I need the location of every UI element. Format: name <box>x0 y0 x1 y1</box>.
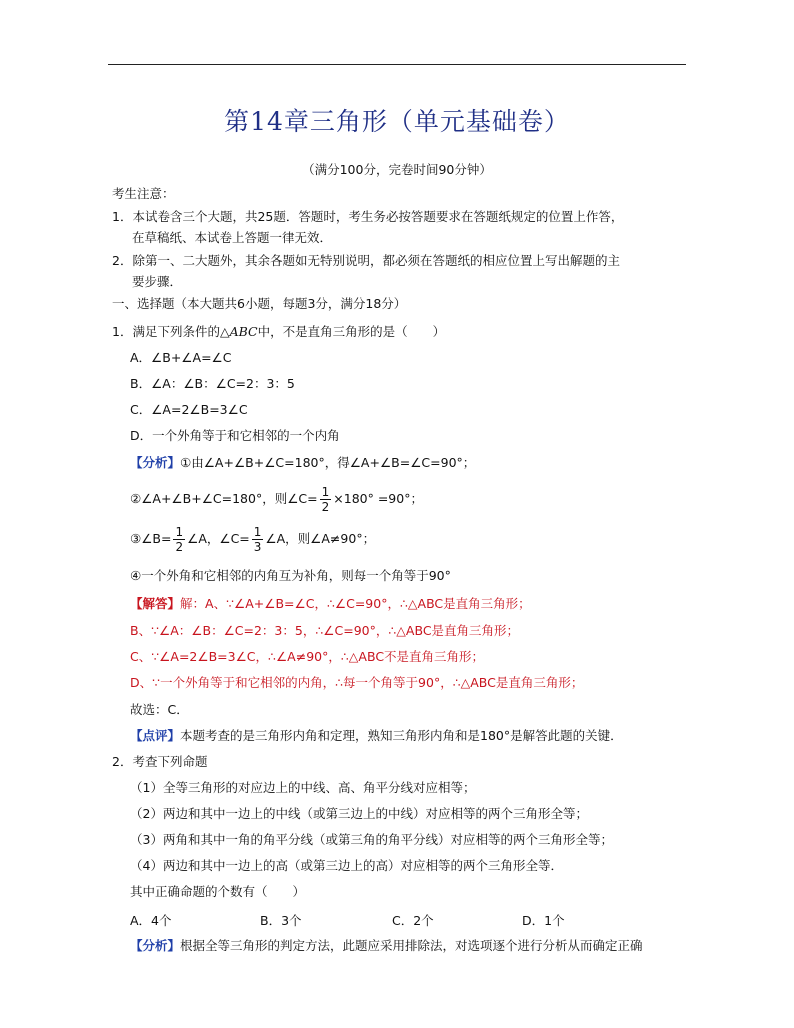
q1-analysis-3 <box>130 524 375 554</box>
q2-proposition-1: （1）全等三角形的对应边上的中线、高、角平分线对应相等； <box>130 780 476 795</box>
q1-stem-pre: 1．满足下列条件的△ <box>112 324 230 339</box>
q2-option-c: C．2个 <box>392 913 434 928</box>
q2-proposition-3: （3）两角和其中一角的角平分线（或第三角的角平分线）对应相等的两个三角形全等； <box>130 832 613 847</box>
header-rule <box>108 64 686 65</box>
comment-tag: 【点评】 <box>130 728 181 743</box>
q1-answer-4: D、∵一个外角等于和它相邻的内角，∴每一个角等于90°，∴△ABC是直角三角形； <box>130 675 584 690</box>
analysis-text-3-mid: ∠A，∠C= <box>187 531 250 546</box>
analysis-text-2-post: ×180° =90°； <box>333 491 423 506</box>
notice-item-2: 2．除第一、二大题外，其余各题如无特别说明，都必须在答题纸的相应位置上写出解题的主 <box>112 253 620 268</box>
answer-tag: 【解答】 <box>130 596 181 611</box>
notice-item-1-cont: 在草稿纸、本试卷上答题一律无效． <box>132 230 333 245</box>
q2-option-b: B．3个 <box>260 913 302 928</box>
fraction-third <box>252 525 264 554</box>
answer-text-1: 解：A、∵∠A+∠B=∠C，∴∠C=90°，∴△ABC是直角三角形； <box>180 596 531 611</box>
fraction-half <box>320 485 332 514</box>
page-subtitle: （满分100分，完卷时间90分钟） <box>302 162 492 177</box>
fraction-numerator: 1 <box>253 525 262 539</box>
q2-option-a: A．4个 <box>130 913 172 928</box>
analysis-text-2-pre: ②∠A+∠B+∠C=180°，则∠C= <box>130 491 318 506</box>
comment-text: 本题考查的是三角形内角和定理，熟知三角形内角和是180°是解答此题的关键． <box>180 728 623 743</box>
q1-stem-post: 中，不是直角三角形的是（ ） <box>257 324 446 339</box>
fraction-numerator: 1 <box>175 525 184 539</box>
q2-question: 其中正确命题的个数有（ ） <box>130 884 306 899</box>
fraction-half <box>173 525 185 554</box>
q2-proposition-4: （4）两边和其中一边上的高（或第三边上的高）对应相等的两个三角形全等． <box>130 858 563 873</box>
q1-stem-abc: ABC <box>229 324 258 339</box>
notice-item-2-cont: 要步骤． <box>132 274 183 289</box>
q1-answer-1 <box>130 596 531 612</box>
q2-analysis <box>130 938 643 954</box>
q1-answer-3: C、∵∠A=2∠B=3∠C，∴∠A≠90°，∴△ABC不是直角三角形； <box>130 649 485 664</box>
notice-heading: 考生注意： <box>112 186 175 201</box>
analysis-text-3-post: ∠A，则∠A≠90°； <box>265 531 376 546</box>
analysis-text-1: ①由∠A+∠B+∠C=180°，得∠A+∠B=∠C=90°； <box>180 455 476 470</box>
question-1-stem <box>112 324 445 340</box>
q1-analysis-4: ④一个外角和它相邻的内角互为补角，则每一个角等于90° <box>130 568 451 583</box>
q1-answer-choice: 故选：C． <box>130 702 189 717</box>
q1-option-d: D．一个外角等于和它相邻的一个内角 <box>130 428 340 443</box>
analysis-tag: 【分析】 <box>130 455 181 470</box>
notice-item-1: 1．本试卷含三个大题，共25题．答题时，考生务必按答题要求在答题纸规定的位置上作答， <box>112 209 624 224</box>
q1-option-a: A．∠B+∠A=∠C <box>130 350 232 365</box>
fraction-denominator: 2 <box>321 500 330 514</box>
q2-option-d: D．1个 <box>522 913 565 928</box>
fraction-denominator: 3 <box>253 540 262 554</box>
q1-analysis-2 <box>130 484 423 514</box>
q1-option-b: B．∠A：∠B：∠C=2：3：5 <box>130 376 295 391</box>
fraction-numerator: 1 <box>321 485 330 499</box>
q1-analysis-1 <box>130 455 475 471</box>
analysis-tag: 【分析】 <box>130 938 181 953</box>
q1-answer-2: B、∵∠A：∠B：∠C=2：3：5，∴∠C=90°，∴△ABC是直角三角形； <box>130 623 520 638</box>
q1-option-c: C．∠A=2∠B=3∠C <box>130 402 248 417</box>
analysis-text: 根据全等三角形的判定方法，此题应采用排除法，对选项逐个进行分析从而确定正确 <box>180 938 643 953</box>
analysis-text-3-pre: ③∠B= <box>130 531 172 546</box>
fraction-denominator: 2 <box>175 540 184 554</box>
q2-proposition-2: （2）两边和其中一边上的中线（或第三边上的中线）对应相等的两个三角形全等； <box>130 806 588 821</box>
page-title: 第14章三角形（单元基础卷） <box>224 107 570 136</box>
q1-comment <box>130 728 623 744</box>
question-2-stem: 2．考查下列命题 <box>112 754 208 769</box>
section-heading: 一、选择题（本大题共6小题，每题3分，满分18分） <box>112 296 407 311</box>
